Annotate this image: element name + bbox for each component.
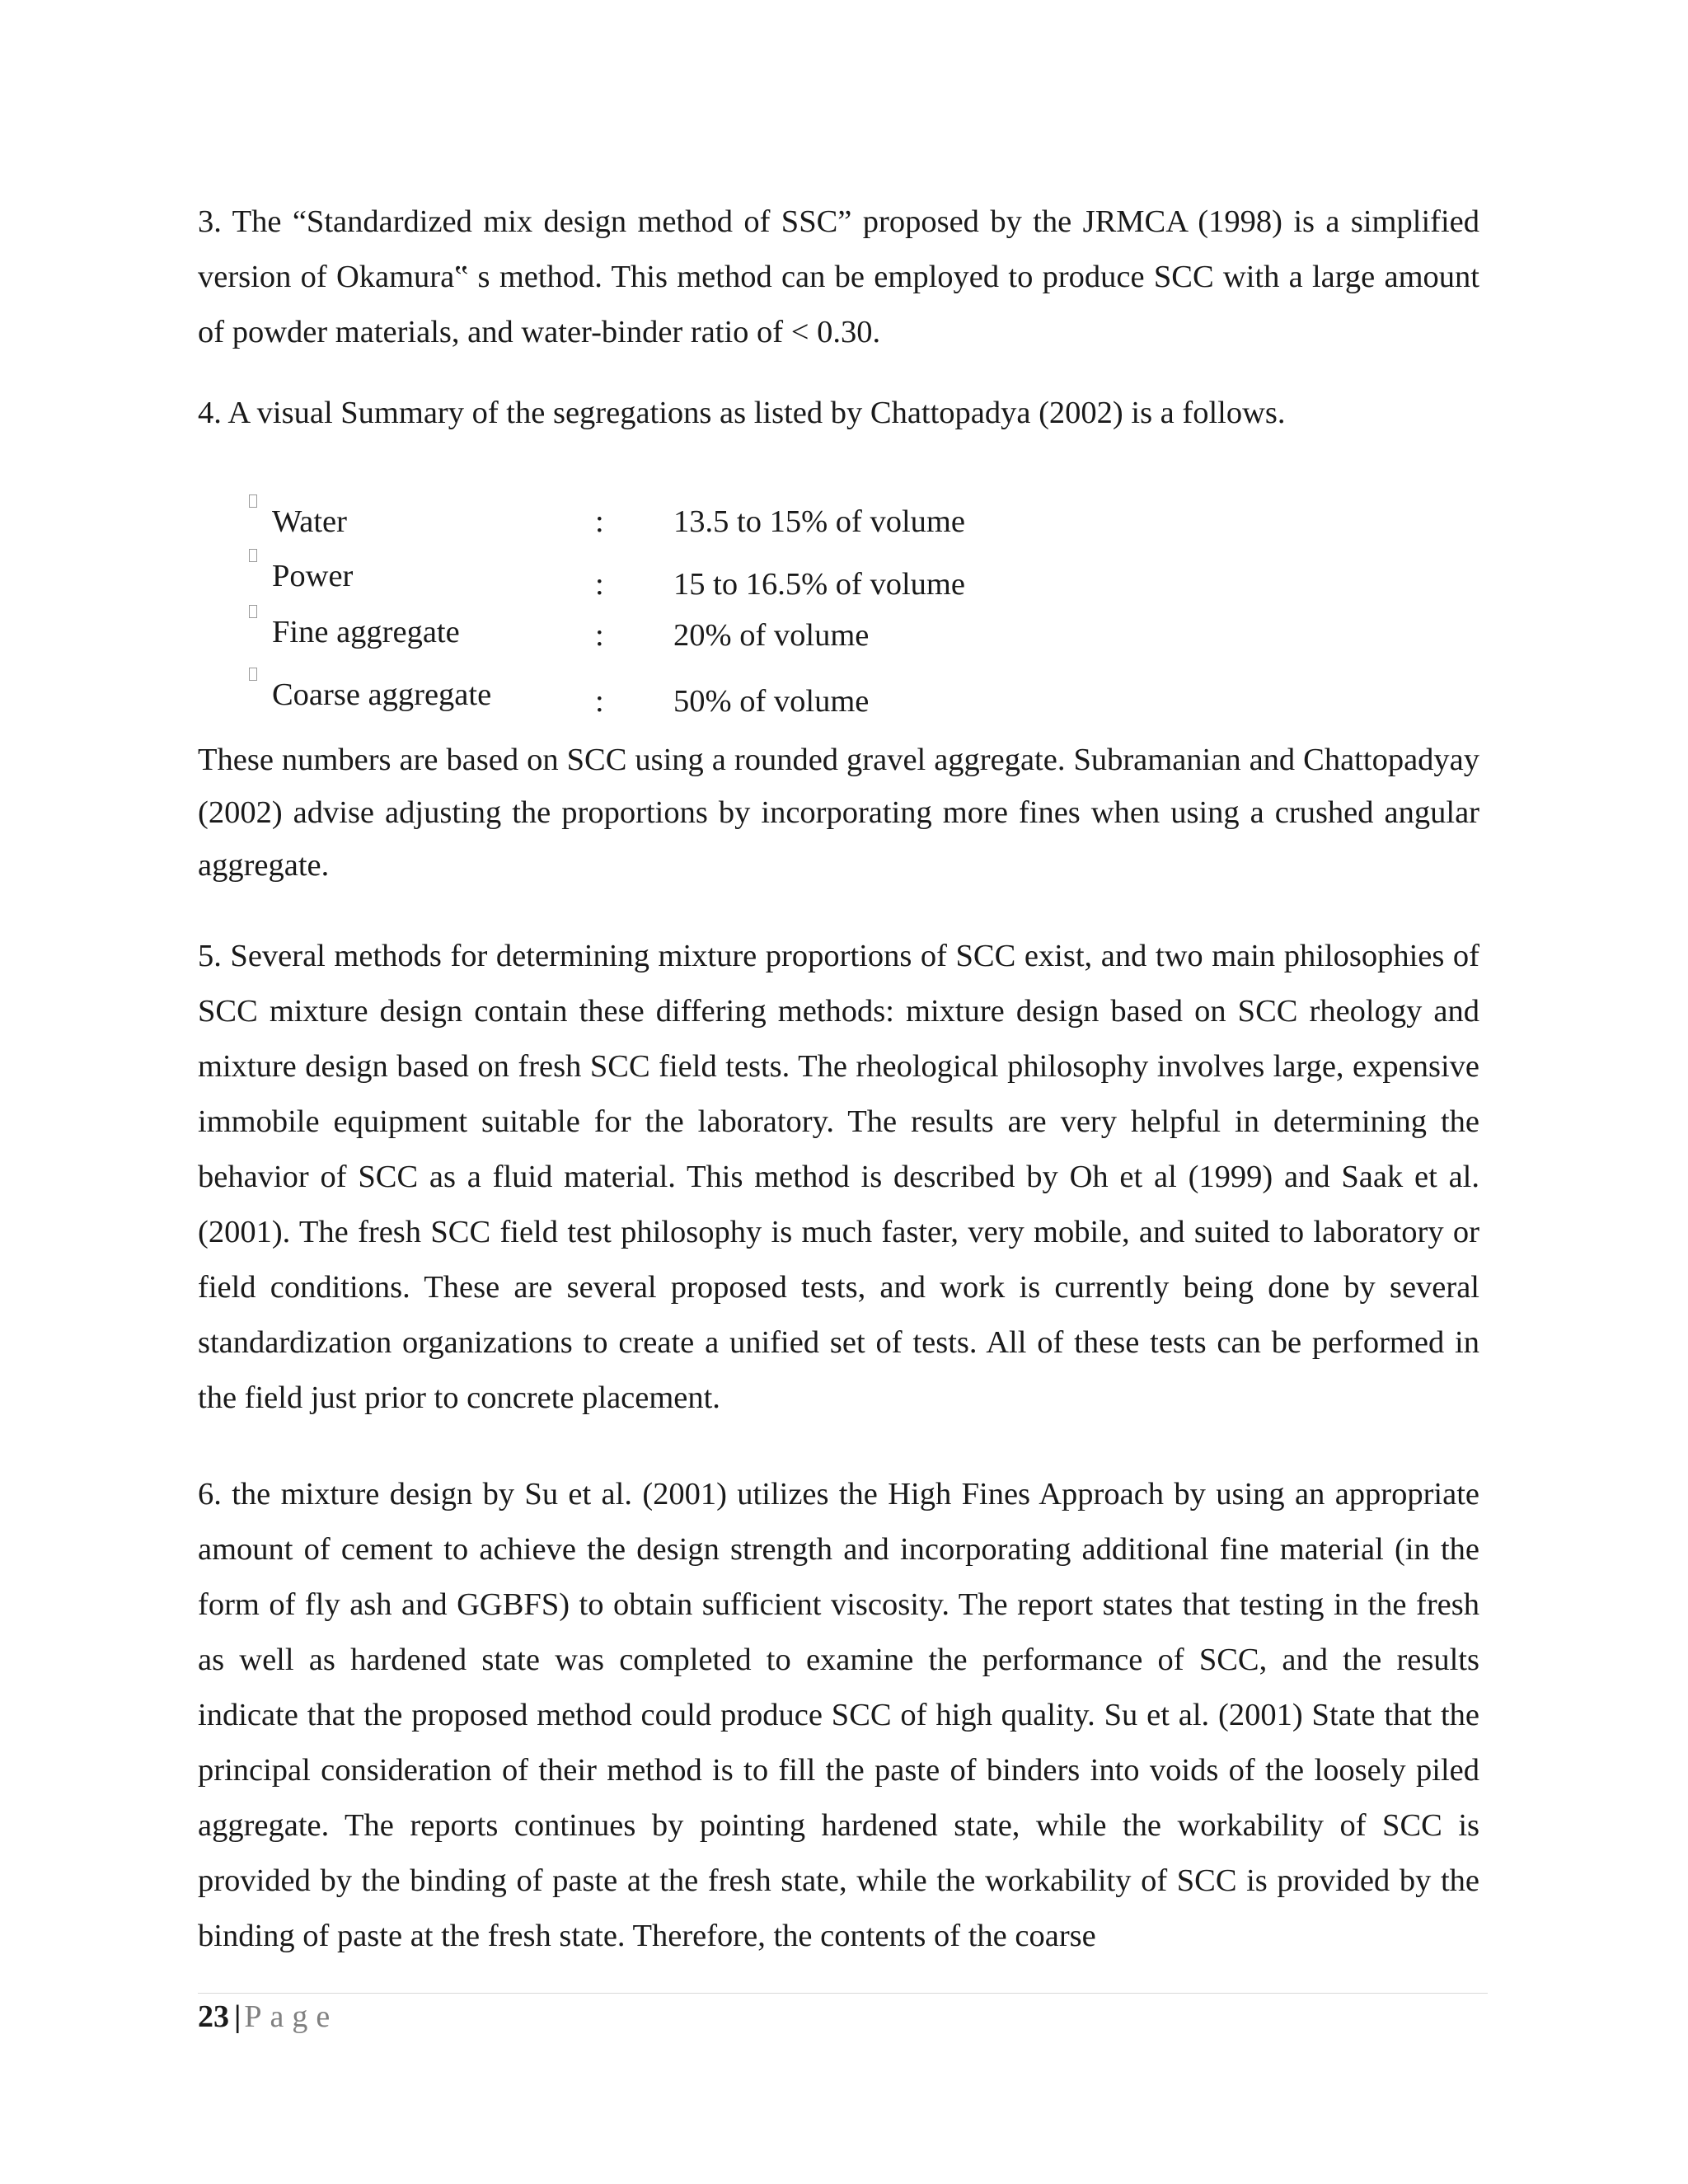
paragraph-4: 4. A visual Summary of the segregations as listed by Chattopadya (2002) is a follows. [198,396,1286,430]
list-item-label: Water [272,504,347,539]
list-item-value: 50% of volume [673,684,870,719]
list-item-value: 13.5 to 15% of volume [673,504,965,539]
page-number: 23 [198,1999,229,2034]
footer-separator: | [234,1999,241,2034]
list-item-colon: : [595,618,604,653]
list-item-colon: : [595,567,604,602]
bullet-icon [249,605,257,618]
page-label: Page [244,1999,339,2034]
paragraph-after-list: These numbers are based on SCC using a rounded gravel aggregate. Subramanian and Chattopadyay (2002) advise adjusting the proportions by incorporating more fines when using a crushed angular aggregate. [198,743,1479,883]
list-item-colon: : [595,684,604,719]
paragraph-5: 5. Several methods for determining mixture proportions of SCC exist, and two main philosophies of SCC mixture design contain these differing methods: mixture design based on SCC rheology and mixture design based on fresh SCC field tests. The rheological philosophy involves large, expensive immobile equipment suitable for the laboratory. The results are very helpful in determining the behavior of SCC as a fluid material. This method is described by Oh et al (1999) and Saak et al.(2001). The fresh SCC field test philosophy is much faster, very mobile, and suited to laboratory or field conditions. These are several proposed tests, and work is currently being done by several standardization organizations to create a unified set of tests. All of these tests can be performed in the field just prior to concrete placement. [198,939,1479,1415]
bullet-icon [249,494,257,508]
list-item-value: 15 to 16.5% of volume [673,567,965,602]
page-footer [198,1996,338,2037]
list-item-colon: : [595,504,604,539]
list-item-label: Coarse aggregate [272,677,492,712]
footer-divider [198,1993,1488,1994]
list-item-label: Fine aggregate [272,615,460,649]
bullet-icon [249,549,257,562]
paragraph-3: 3. The “Standardized mix design method of SSC” proposed by the JRMCA (1998) is a simplified version of Okamura‟ s method. This method can be employed to produce SCC with a large amount of powder materials, and water-binder ratio of < 0.30. [198,204,1479,349]
list-item-value: 20% of volume [673,618,870,653]
bullet-icon [249,668,257,681]
paragraph-6: 6. the mixture design by Su et al. (2001) utilizes the High Fines Approach by using an appropriate amount of cement to achieve the design strength and incorporating additional fine material (in the form of fly ash and GGBFS) to obtain sufficient viscosity. The report states that testing in the fresh as well as hardened state was completed to examine the performance of SCC, and the results indicate that the proposed method could produce SCC of high quality. Su et al. (2001) State that the principal consideration of their method is to fill the paste of binders into voids of the loosely piled aggregate. The reports continues by pointing hardened state, while the workability of SCC is provided by the binding of paste at the fresh state, while the workability of SCC is provided by the binding of paste at the fresh state. Therefore, the contents of the coarse [198,1477,1479,1953]
list-item-label: Power [272,559,354,593]
